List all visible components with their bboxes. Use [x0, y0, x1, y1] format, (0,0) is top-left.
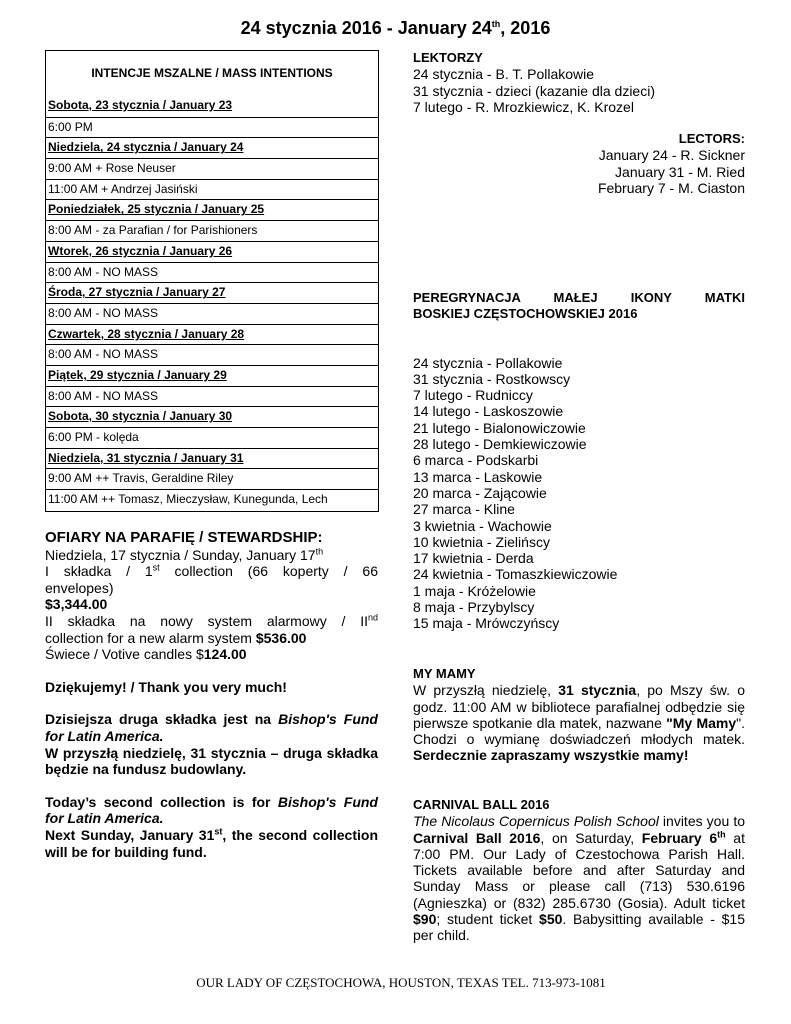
pilgrimage-item: 27 marca - Kline [413, 501, 515, 518]
polish-next-sunday: W przyszłą niedzielę, 31 stycznia – druga składka będzie na fundusz budowlany. [45, 744, 378, 778]
mass-intention-row: 8:00 AM - NO MASS [46, 386, 378, 407]
my-mamy-section [413, 666, 745, 764]
carnival-t4: , on Saturday, [540, 829, 642, 846]
mass-intention-row: 8:00 AM - za Parafian / for Parishioners [46, 220, 378, 241]
first-collection-line [45, 563, 378, 580]
lektorzy-item: 7 lutego - R. Mrozkiewicz, K. Krozel [413, 98, 634, 115]
pilgrimage-item: 14 lutego - Laskoszowie [413, 403, 564, 420]
mass-intention-row: 8:00 AM - NO MASS [46, 303, 378, 324]
carnival-t7: $90 [413, 911, 437, 928]
pl-second-a: Dzisiejsza druga składka jest na [45, 711, 279, 728]
mass-intention-row: 8:00 AM - NO MASS [46, 344, 378, 365]
lectors-item: January 24 - R. Sickner [598, 147, 745, 164]
page-footer: OUR LADY OF CZĘSTOCHOWA, HOUSTON, TEXAS TEL. 713-973-1081 [196, 975, 606, 990]
first-collection-envelopes: envelopes) [45, 579, 114, 596]
carnival-t5-sup: th [717, 828, 726, 839]
second-collection-sup: nd [367, 612, 378, 623]
page-title [0, 18, 791, 39]
my-mamy-heading: MY MAMY [413, 666, 476, 681]
mass-date-heading: Sobota, 30 stycznia / January 30 [46, 406, 378, 427]
lectors-item: February 7 - M. Ciaston [597, 180, 745, 197]
mass-intention-row: 8:00 AM - NO MASS [46, 262, 378, 283]
mass-date-heading: Piątek, 29 stycznia / January 29 [46, 365, 378, 386]
stewardship-date-sup: th [315, 545, 324, 556]
pilgrimage-item: 17 kwietnia - Derda [413, 550, 534, 567]
mass-intention-row: 9:00 AM ++ Travis, Geraldine Riley [46, 468, 378, 489]
carnival-t9: $50 [539, 911, 563, 928]
mass-intention-row: 11:00 AM ++ Tomasz, Mieczysław, Kunegunda, Lech [46, 489, 378, 510]
pilgrimage-heading-1: PEREGRYNACJA MAŁEJ IKONY MATKI [413, 290, 745, 305]
carnival-t6: at 7:00 PM. Our Lady of Czestochowa Parish Hall. Tickets available before and after Saturday and Sunday Mass or please call (713) 530.6196 (Agnieszka) or (832) 285.6730 (Gosia). Adult ticket [413, 829, 745, 911]
polish-second-collection [45, 711, 378, 744]
pilgrimage-item: 13 marca - Laskowie [413, 468, 543, 485]
mass-intention-row: 11:00 AM + Andrzej Jasiński [46, 179, 378, 200]
pilgrimage-item: 28 lutego - Demkiewiczowie [413, 436, 587, 453]
stewardship-section [45, 530, 378, 860]
pilgrimage-item: 20 marca - Zającowie [413, 484, 547, 501]
second-collection-a: II składka na nowy system alarmowy / II [45, 612, 368, 629]
pl-second-b: Bishop's Fund for Latin America. [45, 711, 378, 744]
en-next-a: Next Sunday, January 31 [45, 826, 215, 843]
second-collection-amount: $536.00 [255, 629, 307, 646]
en-next-sup: st [214, 826, 223, 837]
pilgrimage-item: 8 maja - Przybylscy [413, 599, 535, 616]
first-collection-a: I składka / 1 [45, 563, 153, 580]
lektorzy-item: 31 stycznia - dzieci (kazanie dla dzieci) [413, 82, 655, 99]
first-collection-amount: $3,344.00 [45, 596, 108, 613]
pilgrimage-heading-2: BOSKIEJ CZĘSTOCHOWSKIEJ 2016 [413, 306, 638, 322]
lectors-section [413, 50, 745, 196]
candles-label: Świece / Votive candles $ [45, 646, 204, 663]
my-mamy-t3: , po Mszy św. o godz. 11:00 AM w bibliotece parafialnej odbędzie się pierwsze spotkanie dla matek, nazwane [413, 682, 745, 731]
my-mamy-t5: ". Chodzi o wymianę doświadczeń młodych matek. [413, 714, 745, 748]
pilgrimage-item: 31 stycznia - Rostkowscy [413, 370, 571, 387]
first-collection-b: collection (66 koperty / 66 [159, 563, 379, 580]
mass-date-heading: Wtorek, 26 stycznia / January 26 [46, 241, 378, 262]
pilgrimage-item: 1 maja - Króżelowie [413, 582, 536, 599]
mass-intentions-title: INTENCJE MSZALNE / MASS INTENTIONS [91, 66, 333, 80]
pilgrimage-item: 24 kwietnia - Tomaszkiewiczowie [413, 566, 618, 583]
lectors-item: January 31 - M. Ried [615, 163, 745, 180]
stewardship-heading: OFIARY NA PARAFIĘ / STEWARDSHIP: [45, 529, 323, 546]
stewardship-date-text: Niedziela, 17 stycznia / Sunday, January 17 [45, 546, 316, 563]
mass-date-heading: Sobota, 23 stycznia / January 23 [48, 98, 233, 112]
my-mamy-t6: Serdecznie zapraszamy wszystkie mamy! [413, 747, 689, 764]
lectors-list [413, 147, 745, 196]
carnival-t10: . Babysitting available - $15 per child. [413, 911, 745, 944]
carnival-t3: Carnival Ball 2016 [413, 829, 541, 846]
lectors-heading: LECTORS: [678, 131, 745, 147]
icon-pilgrimage-section [413, 290, 745, 632]
title-text: 24 stycznia 2016 - January 24 [240, 18, 492, 38]
first-collection-sup: st [152, 562, 160, 573]
my-mamy-t2: 31 stycznia [558, 682, 637, 699]
pilgrimage-item: 6 marca - Podskarbi [413, 452, 539, 469]
en-second-b: Bishop's Fund for Latin America. [45, 793, 378, 827]
mass-date-heading: Środa, 27 stycznia / January 27 [46, 282, 378, 303]
thanks-line: Dziękujemy! / Thank you very much! [45, 678, 287, 695]
stewardship-date [45, 547, 378, 564]
lektorzy-item: 24 stycznia - B. T. Pollakowie [413, 66, 595, 83]
carnival-t1: The Nicolaus Copernicus Polish School [413, 813, 659, 830]
second-collection-line-2 [45, 630, 378, 647]
second-collection-b: collection for a new alarm system [45, 629, 256, 646]
pilgrimage-item: 7 lutego - Rudniccy [413, 387, 533, 404]
carnival-t8: ; student ticket [436, 911, 540, 928]
en-second-a: Today’s second collection is for [45, 793, 278, 810]
lektorzy-heading: LEKTORZY [413, 50, 483, 65]
my-mamy-t1: W przyszłą niedzielę, [413, 682, 559, 699]
pilgrimage-list [413, 355, 745, 632]
mass-date-heading: Niedziela, 24 stycznia / January 24 [46, 137, 378, 158]
pilgrimage-item: 3 kwietnia - Wachowie [413, 517, 552, 534]
carnival-t2: invites you to [658, 813, 746, 830]
carnival-text [413, 813, 745, 943]
mass-date-heading: Niedziela, 31 stycznia / January 31 [46, 448, 378, 469]
mass-date-heading: Poniedziałek, 25 stycznia / January 25 [46, 199, 378, 220]
carnival-heading: CARNIVAL BALL 2016 [413, 797, 550, 812]
candles-line [45, 646, 378, 663]
second-collection-line [45, 613, 378, 630]
carnival-section [413, 797, 745, 944]
pilgrimage-item: 15 maja - Mrówczyńscy [413, 615, 560, 632]
title-sup: th [491, 19, 501, 29]
pilgrimage-item: 24 stycznia - Pollakowie [413, 354, 563, 371]
mass-intentions-box [45, 50, 379, 512]
mass-intentions-rows [46, 96, 378, 510]
mass-intention-row: 6:00 PM [46, 117, 378, 138]
mass-intention-row: 6:00 PM - kolęda [46, 427, 378, 448]
carnival-t5: February 6 [641, 829, 718, 846]
candles-amount: 124.00 [203, 646, 247, 663]
english-second-collection [45, 794, 378, 827]
mass-date-heading: Czwartek, 28 stycznia / January 28 [46, 324, 378, 345]
title-tail: , 2016 [500, 18, 551, 38]
mass-intention-row: 9:00 AM + Rose Neuser [46, 158, 378, 179]
my-mamy-text [413, 682, 745, 763]
en-next-b: , the second collection will be for building fund. [45, 826, 379, 860]
lektorzy-list [413, 66, 745, 115]
pilgrimage-item: 21 lutego - Bialonowiczowie [413, 419, 586, 436]
pilgrimage-item: 10 kwietnia - Zielińscy [413, 533, 550, 550]
my-mamy-t4: "My Mamy [666, 714, 737, 731]
english-next-sunday [45, 827, 378, 860]
